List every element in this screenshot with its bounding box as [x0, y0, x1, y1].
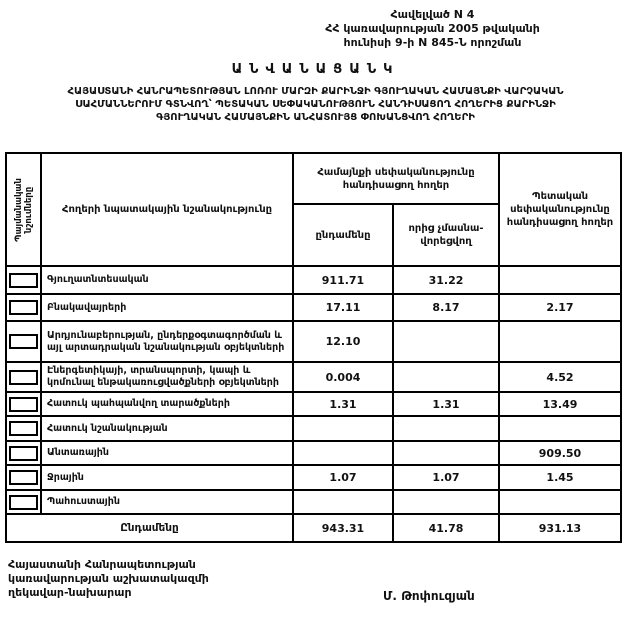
column-header-purpose: Հողերի նպատակային նշանակությունը: [41, 153, 293, 266]
table-row: [6, 490, 621, 514]
table-row: [6, 266, 621, 294]
legend-box-cell: [6, 266, 41, 294]
value-state: 2.17: [499, 294, 621, 321]
legend-box-cell: [6, 416, 41, 441]
value-state: [499, 321, 621, 362]
column-header-state: Պետական սեփականությունը հանդիսացող հողեր: [499, 153, 621, 266]
column-header-symbols-label: Պայմանական նշումները: [13, 177, 34, 242]
total-value-nonprivatized: 41.78: [393, 514, 499, 542]
appendix-line-1: Հավելված N 4: [390, 8, 475, 21]
land-category-label: Հատուկ պահպանվող տարածքների: [41, 392, 293, 416]
value-total: 911.71: [293, 266, 393, 294]
table-row: [6, 294, 621, 321]
table-row: [6, 392, 621, 416]
legend-box-cell: [6, 490, 41, 514]
appendix-line-2: ՀՀ կառավարության 2005 թվականի: [325, 22, 540, 35]
table-row: [6, 321, 621, 362]
value-nonprivatized: 1.31: [393, 392, 499, 416]
value-state: [499, 266, 621, 294]
signatory-title-line-2: կառավարության աշխատակազմի: [8, 572, 209, 585]
legend-box-cell: [6, 362, 41, 392]
signatory-title-line-3: ղեկավար-նախարար: [8, 586, 132, 599]
value-total: 1.31: [293, 392, 393, 416]
value-total: 1.07: [293, 465, 393, 490]
column-header-symbols: [6, 153, 41, 266]
value-nonprivatized: 8.17: [393, 294, 499, 321]
value-state: 909.50: [499, 441, 621, 465]
value-nonprivatized: 31.22: [393, 266, 499, 294]
land-category-label: Պահուստային: [41, 490, 293, 514]
column-header-nonprivatized: որից չմասնա-վորեցվող: [393, 204, 499, 266]
total-value-state: 931.13: [499, 514, 621, 542]
value-total: 12.10: [293, 321, 393, 362]
value-state: [499, 490, 621, 514]
signatory-title-line-1: Հայաստանի Հանրապետության: [8, 558, 196, 571]
legend-box-cell: [6, 441, 41, 465]
value-nonprivatized: [393, 490, 499, 514]
legend-box-cell: [6, 294, 41, 321]
value-state: 1.45: [499, 465, 621, 490]
value-total: [293, 490, 393, 514]
legend-box: [9, 470, 38, 485]
legend-box: [9, 334, 38, 349]
value-state: [499, 416, 621, 441]
legend-box: [9, 495, 38, 510]
table-total-row: [6, 514, 621, 542]
value-nonprivatized: [393, 321, 499, 362]
land-category-label: Բնակավայրերի: [41, 294, 293, 321]
value-state: 13.49: [499, 392, 621, 416]
value-nonprivatized: [393, 441, 499, 465]
table-row: [6, 465, 621, 490]
signatory-title-block: [8, 558, 209, 600]
land-category-label: Էներգետիկայի, տրանսպորտի, կապի և կոմունալ ենթակառուցվածքների օբյեկտների: [41, 362, 293, 392]
total-row-label: Ընդամենը: [6, 514, 293, 542]
land-category-label: Գյուղատնտեսական: [41, 266, 293, 294]
legend-box: [9, 397, 38, 412]
value-nonprivatized: [393, 362, 499, 392]
value-nonprivatized: [393, 416, 499, 441]
land-category-label: Հատուկ նշանակության: [41, 416, 293, 441]
legend-box: [9, 300, 38, 315]
value-state: 4.52: [499, 362, 621, 392]
land-category-label: Ջրային: [41, 465, 293, 490]
value-total: 0.004: [293, 362, 393, 392]
appendix-reference: [305, 8, 560, 50]
subtitle-line-2: ՍԱՀՄԱՆՆԵՐՈՒՄ ԳՏՆՎՈՂ՝ ՊԵՏԱԿԱՆ ՍԵՓԱԿԱՆՈՒԹՅՈՒՆ ՀԱՆԴԻՍԱՑՈՂ ՀՈՂԵՐԻՑ ՔԱՐԻՆՋԻ: [75, 99, 556, 110]
column-header-total: ընդամենը: [293, 204, 393, 266]
legend-box-cell: [6, 321, 41, 362]
document-subtitle: [8, 85, 623, 124]
value-total: [293, 416, 393, 441]
legend-box: [9, 421, 38, 436]
subtitle-line-1: ՀԱՅԱՍՏԱՆԻ ՀԱՆՐԱՊԵՏՈՒԹՅԱՆ ԼՈՌՈՒ ՄԱՐԶԻ ՔԱՐԻՆՋԻ ԳՅՈՒՂԱԿԱՆ ՀԱՄԱՅՆՔԻ ՎԱՐՉԱԿԱՆ: [67, 86, 564, 97]
total-value-total: 943.31: [293, 514, 393, 542]
land-classification-table: [5, 152, 622, 543]
legend-box-cell: [6, 392, 41, 416]
appendix-line-3: հունիսի 9-ի N 845-Ն որոշման: [343, 36, 522, 49]
legend-box: [9, 446, 38, 461]
value-nonprivatized: 1.07: [393, 465, 499, 490]
value-total: 17.11: [293, 294, 393, 321]
table-row: [6, 441, 621, 465]
document-title: ԱՆՎԱՆԱՑԱՆԿ: [231, 62, 400, 77]
land-category-label: Անտառային: [41, 441, 293, 465]
signatory-name: Մ. Թոփուզյան: [383, 589, 475, 603]
value-total: [293, 441, 393, 465]
table-row: [6, 362, 621, 392]
column-header-community-group: Համայնքի սեփականությունը հանդիսացող հողեր: [293, 153, 499, 204]
legend-box-cell: [6, 465, 41, 490]
legend-box: [9, 370, 38, 385]
subtitle-line-3: ԳՅՈՒՂԱԿԱՆ ՀԱՄԱՅՆՔԻՆ ԱՆՀԱՏՈՒՅՑ ՓՈԽԱՆՑՎՈՂ ՀՈՂԵՐԻ: [156, 112, 475, 123]
table-row: [6, 416, 621, 441]
legend-box: [9, 273, 38, 288]
land-category-label: Արդյունաբերության, ընդերքօգտագործման և այլ արտադրական նշանակության օբյեկտների: [41, 321, 293, 362]
